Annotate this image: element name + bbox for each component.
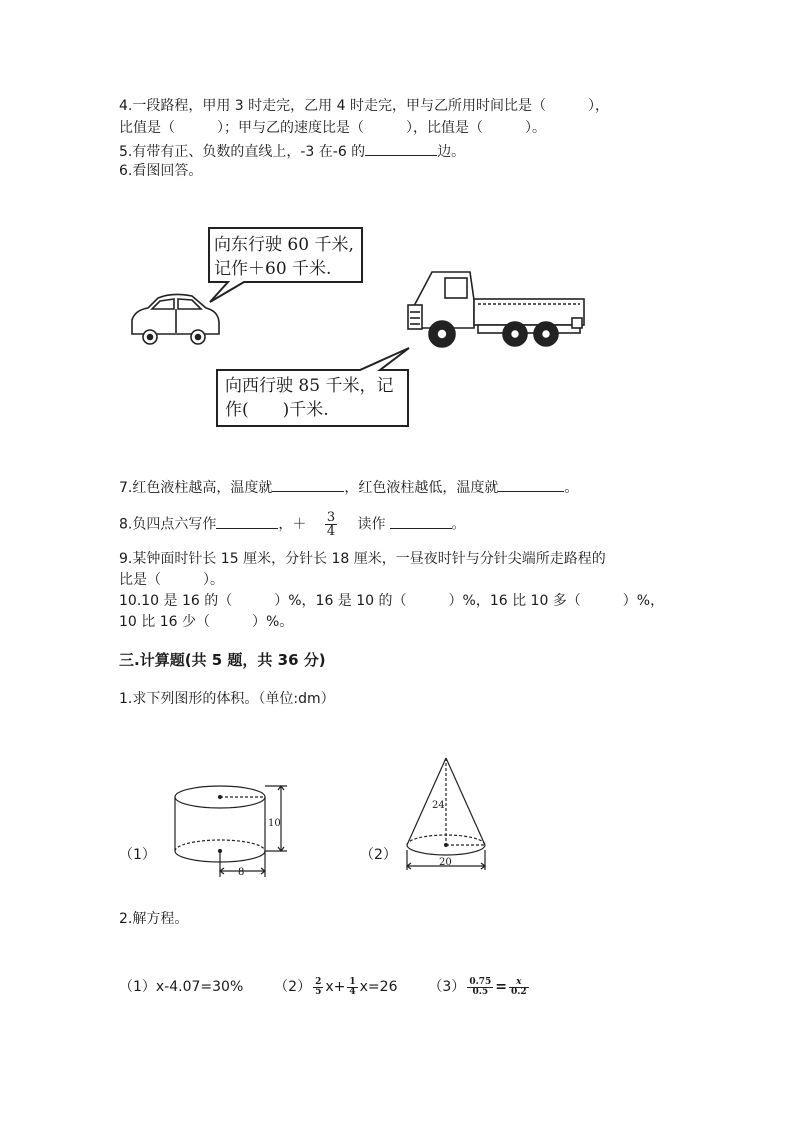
q5-text-after: 边。: [437, 144, 466, 160]
equation-3-fraction-2-numerator: x: [516, 976, 522, 987]
equation-2-fraction-2-numerator: 1: [349, 976, 356, 987]
q8-part3: 读作: [357, 516, 386, 533]
equation-2-label: （2）: [274, 979, 312, 995]
q8-part2: ，＋: [278, 516, 307, 533]
q9-line2: 比是（ ）。: [119, 572, 224, 588]
equation-2-fraction-2: [347, 978, 357, 997]
equation-2-middle: x+: [325, 979, 346, 995]
q7-part2: ，红色液柱越低，温度就: [344, 480, 499, 496]
calc2-equations: [119, 975, 531, 999]
q4-line2: 比值是（ ）；甲与乙的速度比是（ ），比值是（ ）。: [119, 120, 546, 136]
equation-2-fraction-1-numerator: 2: [315, 976, 322, 987]
calc2-text: 2.解方程。: [119, 911, 189, 927]
equation-3-fraction-2-denominator: 0.2: [510, 986, 527, 997]
calc1-label-1: （1）: [119, 847, 156, 863]
equation-3-fraction-2: [509, 978, 529, 997]
equation-2-end: x=26: [359, 979, 398, 995]
equation-3-equals: =: [495, 979, 507, 995]
cone-height-label: 24: [432, 800, 445, 811]
q8-part4: 。: [451, 516, 466, 533]
q9-line1: 9.某钟面时针长 15 厘米，分针长 18 厘米，一昼夜时针与分针尖端所走路程的: [119, 551, 606, 567]
equation-1: （1）x-4.07=30%: [119, 979, 244, 995]
bubble-top-line2: 记作＋60 千米.: [214, 259, 332, 279]
q7-part1: 7.红色液柱越高，温度就: [119, 480, 273, 496]
q8-part1: 8.负四点六写作: [119, 516, 217, 533]
q6-text: 6.看图回答。: [119, 163, 203, 179]
q8-fraction-numerator: 3: [326, 510, 336, 525]
section-3-heading: 三.计算题(共 5 题，共 36 分): [119, 651, 326, 669]
equation-2-fraction-1-denominator: 5: [315, 986, 322, 997]
bubble-bottom-line1: 向西行驶 85 千米，记: [225, 376, 394, 396]
calc1-label-2: （2）: [360, 847, 397, 863]
equation-2-fraction-1: [313, 978, 323, 997]
cylinder-radius-label: 8: [238, 867, 245, 878]
cylinder-height-label: 10: [268, 818, 281, 829]
q4-line1: 4.一段路程，甲用 3 时走完，乙用 4 时走完，甲与乙所用时间比是（ ），: [119, 98, 609, 114]
bubble-bottom-line2: 作( )千米.: [225, 400, 329, 420]
calc1-text: 1.求下列图形的体积。（单位:dm）: [119, 691, 335, 707]
bubble-top-line1: 向东行驶 60 千米,: [214, 235, 354, 255]
equation-2-fraction-2-denominator: 4: [349, 986, 356, 997]
equation-3-fraction-1: [467, 978, 493, 997]
q10-line1: 10.10 是 16 的（ ）%，16 是 10 的（ ）%，16 比 10 多（ ）%，: [119, 593, 665, 609]
q5-text-before: 5.有带有正、负数的直线上，-3 在-6 的: [119, 144, 366, 160]
cone-diameter-label: 20: [439, 857, 452, 868]
equation-3-label: （3）: [428, 979, 466, 995]
equation-3-fraction-1-numerator: 0.75: [469, 976, 492, 987]
equation-3-fraction-1-denominator: 0.5: [467, 987, 493, 997]
q7-part3: 。: [564, 480, 579, 496]
q8-fraction-denominator: 4: [326, 524, 336, 539]
q10-line2: 10 比 16 少（ ）%。: [119, 614, 294, 630]
